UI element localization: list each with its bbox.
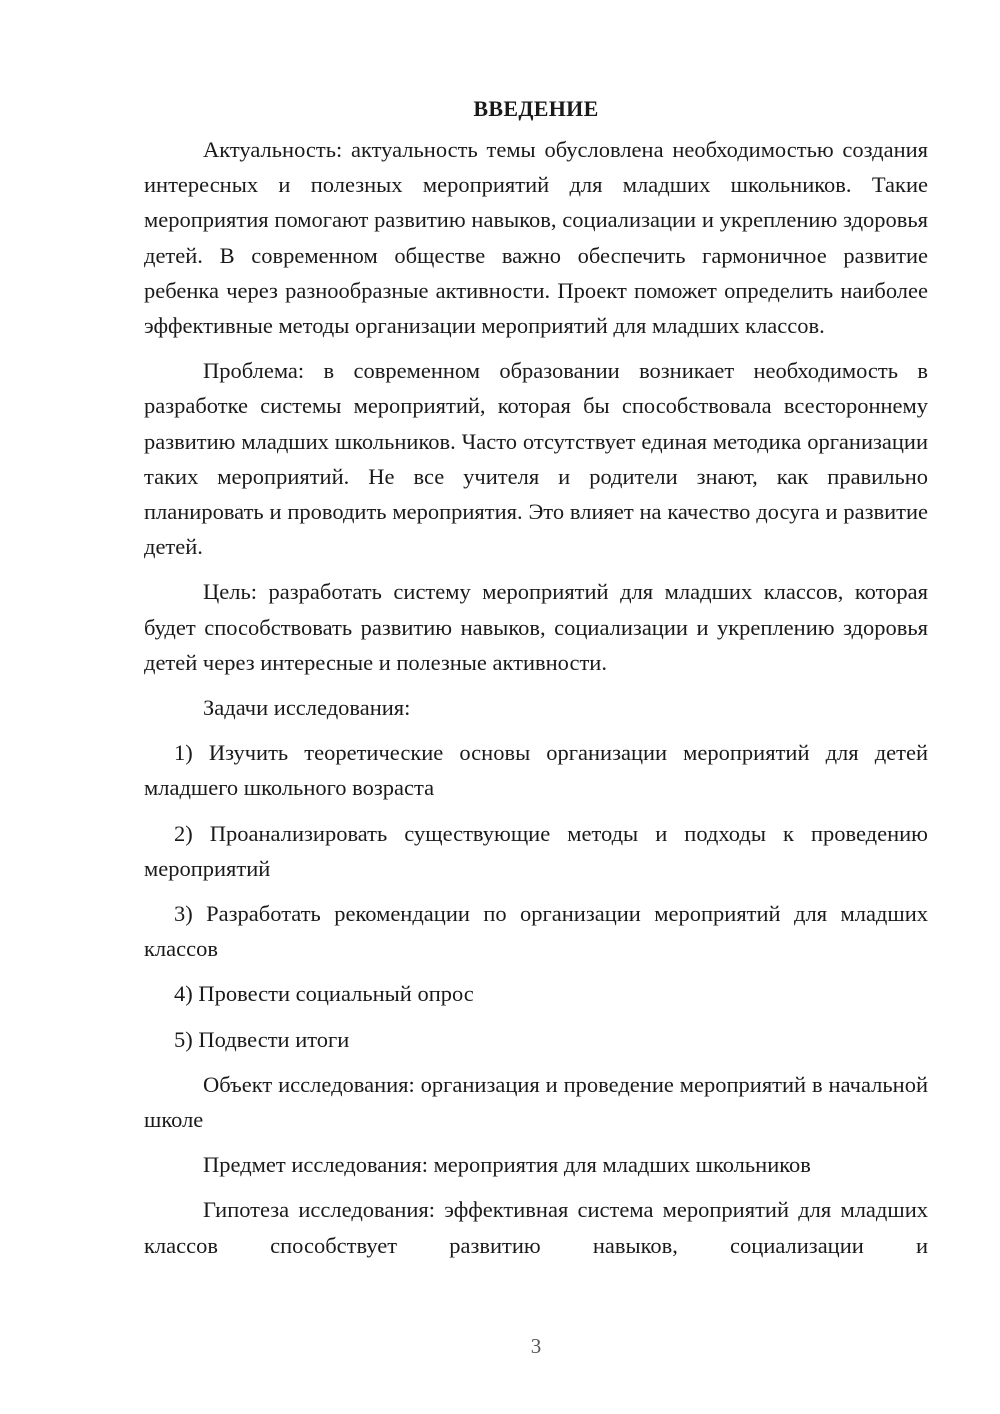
document-page (144, 92, 928, 1273)
task-item-4: 4) Провести социальный опрос (174, 981, 474, 1007)
object-paragraph: Объект исследования: организация и проведение мероприятий в начальной школе (144, 1071, 928, 1133)
problem-paragraph: Проблема: в современном образовании возникает необходимость в разработке системы мероприятий, которая бы способствовала всестороннему развитию младших школьников. Часто отсутствует единая методика организации таких мероприятий. Не все учителя и родители знают, как правильно планировать и проводить мероприятия. Это влияет на качество досуга и развитие детей. (144, 358, 928, 560)
relevance-paragraph: Актуальность: актуальность темы обусловлена необходимостью создания интересных и полезных мероприятий для младших школьников. Такие мероприятия помогают развитию навыков, социализации и укреплению здоровья детей. В современном обществе важно обеспечить гармоничное развитие ребенка через разнообразные активности. Проект поможет определить наиболее эффективные методы организации мероприятий для младших классов. (144, 137, 928, 339)
section-title: ВВЕДЕНИЕ (473, 96, 599, 121)
task-item-1: 1) Изучить теоретические основы организации мероприятий для детей младшего школьного возраста (144, 740, 928, 801)
subject-paragraph: Предмет исследования: мероприятия для младших школьников (203, 1152, 811, 1178)
task-item-2: 2) Проанализировать существующие методы и подходы к проведению мероприятий (144, 820, 928, 881)
task-item-5: 5) Подвести итоги (174, 1026, 350, 1052)
goal-paragraph: Цель: разработать систему мероприятий для младших классов, которая будет способствовать развитию навыков, социализации и укреплению здоровья детей через интересные и полезные активности. (144, 579, 928, 675)
task-item-3: 3) Разработать рекомендации по организации мероприятий для младших классов (144, 901, 928, 962)
tasks-heading: Задачи исследования: (203, 695, 411, 721)
hypothesis-paragraph: Гипотеза исследования: эффективная система мероприятий для младших классов способствует развитию навыков, социализации и (144, 1197, 928, 1258)
page-number: 3 (530, 1334, 542, 1358)
